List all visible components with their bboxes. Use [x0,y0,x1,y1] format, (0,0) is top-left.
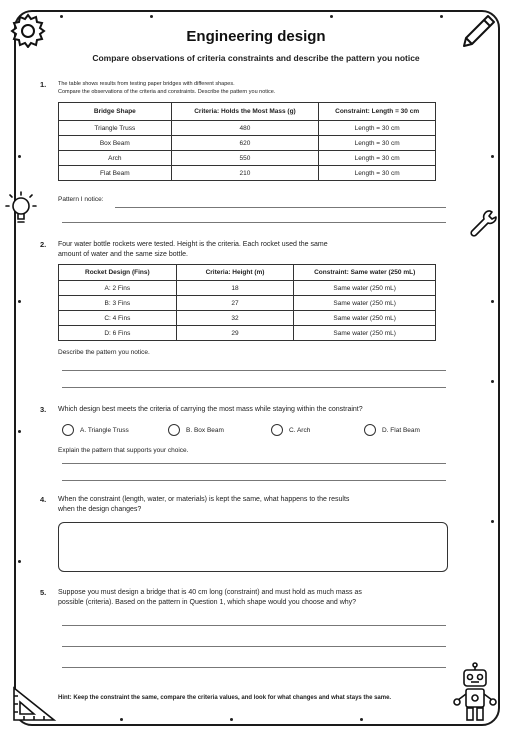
question-1-line-2: Compare the observations of the criteria and constraints. Describe the pattern you notice. [58,89,276,95]
table-cell: 550 [171,151,319,166]
option-label: A. Triangle Truss [80,426,129,434]
border-dot [491,300,494,303]
border-dot [491,155,494,158]
answer-line[interactable] [62,463,446,464]
bridge-table-header: Constraint: Length = 30 cm [319,103,436,121]
table-cell: C: 4 Fins [59,311,177,326]
radio-circle-icon[interactable] [364,424,376,436]
border-dot [491,520,494,523]
table-row [59,121,436,136]
radio-circle-icon[interactable] [271,424,283,436]
table-row [59,151,436,166]
question-2-number: 2. [40,240,47,249]
wrench-icon [468,208,498,238]
option-b[interactable] [168,424,224,436]
table-row [59,296,436,311]
bridge-table-header: Criteria: Holds the Most Mass (g) [171,103,319,121]
table-cell: Length = 30 cm [319,121,436,136]
table-cell: 29 [176,326,294,341]
border-dot [18,300,21,303]
table-cell: Same water (250 mL) [294,296,436,311]
border-dot [120,718,123,721]
ruler-triangle-icon [10,684,58,724]
border-dot [360,718,363,721]
question-2-line-2: amount of water and the same size bottle. [58,251,188,258]
table-cell: 32 [176,311,294,326]
radio-circle-icon[interactable] [62,424,74,436]
border-dot [330,15,333,18]
table-cell: 480 [171,121,319,136]
question-3-number: 3. [40,405,47,414]
table-row [59,311,436,326]
bridge-table-header: Bridge Shape [59,103,172,121]
table-cell: Same water (250 mL) [294,326,436,341]
hint-text: Hint: Keep the constraint the same, compare the criteria values, and look for what changes and what stays the same. [58,695,392,701]
table-row [59,166,436,181]
answer-line[interactable] [115,207,446,208]
table-row [59,326,436,341]
border-dot [18,430,21,433]
border-dot [440,15,443,18]
table-cell: D: 6 Fins [59,326,177,341]
answer-line[interactable] [62,370,446,371]
question-5-number: 5. [40,588,47,597]
table-cell: Length = 30 cm [319,136,436,151]
rocket-table-header: Constraint: Same water (250 mL) [294,265,436,281]
question-5-line-2: possible (criteria). Based on the pattern in Question 1, which shape would you choose and why? [58,599,357,606]
option-c[interactable] [271,424,310,436]
table-cell: 210 [171,166,319,181]
rocket-table-header: Rocket Design (Fins) [59,265,177,281]
table-cell: A: 2 Fins [59,281,177,296]
border-dot [18,155,21,158]
answer-line[interactable] [62,625,446,626]
option-label: C. Arch [289,426,311,434]
option-d[interactable] [364,424,420,436]
answer-line[interactable] [62,387,446,388]
table-row [59,136,436,151]
page-subtitle: Compare observations of criteria constraints and describe the pattern you notice [92,53,420,63]
table-cell: Box Beam [59,136,172,151]
radio-circle-icon[interactable] [168,424,180,436]
table-cell: Same water (250 mL) [294,281,436,296]
question-1-line-1: The table shows results from testing paper bridges with different shapes. [58,81,235,87]
answer-line[interactable] [62,646,446,647]
answer-line[interactable] [62,222,446,223]
question-2-text [58,240,448,260]
table-cell: Triangle Truss [59,121,172,136]
question-1-text [58,80,448,96]
answer-line[interactable] [62,667,446,668]
border-dot [18,560,21,563]
border-dot [230,718,233,721]
question-2-prompt: Describe the pattern you notice. [58,349,150,356]
question-1-number: 1. [40,80,47,89]
question-2-line-1: Four water bottle rockets were tested. Height is the criteria. Each rocket used the same [58,241,328,248]
question-3-prompt: Explain the pattern that supports your choice. [58,447,189,454]
rocket-table [58,264,436,341]
border-dot [150,15,153,18]
table-cell: 18 [176,281,294,296]
question-4-text [58,495,448,515]
question-3-text: Which design best meets the criteria of carrying the most mass while staying within the constraint? [58,406,363,413]
lightbulb-icon [4,188,38,228]
question-4-line-1: When the constraint (length, water, or materials) is kept the same, what happens to the results [58,496,350,503]
option-label: D. Flat Beam [382,426,420,434]
question-5-text [58,588,448,608]
table-cell: Length = 30 cm [319,166,436,181]
table-cell: B: 3 Fins [59,296,177,311]
option-label: B. Box Beam [186,426,224,434]
answer-line[interactable] [62,480,446,481]
border-dot [60,15,63,18]
rocket-table-header: Criteria: Height (m) [176,265,294,281]
question-5-line-1: Suppose you must design a bridge that is 40 cm long (constraint) and must hold as much mass as [58,589,362,596]
robot-icon [452,662,498,724]
table-cell: 620 [171,136,319,151]
border-dot [491,380,494,383]
table-cell: 27 [176,296,294,311]
question-4-line-2: when the design changes? [58,506,142,513]
table-cell: Arch [59,151,172,166]
table-cell: Same water (250 mL) [294,311,436,326]
table-cell: Flat Beam [59,166,172,181]
table-row [59,281,436,296]
question-4-number: 4. [40,495,47,504]
question-1-prompt: Pattern I notice: [58,196,104,203]
page-title: Engineering design [186,28,326,45]
option-a[interactable] [62,424,129,436]
question-4-answer-box[interactable] [58,522,448,572]
bridge-table [58,102,436,181]
table-cell: Length = 30 cm [319,151,436,166]
